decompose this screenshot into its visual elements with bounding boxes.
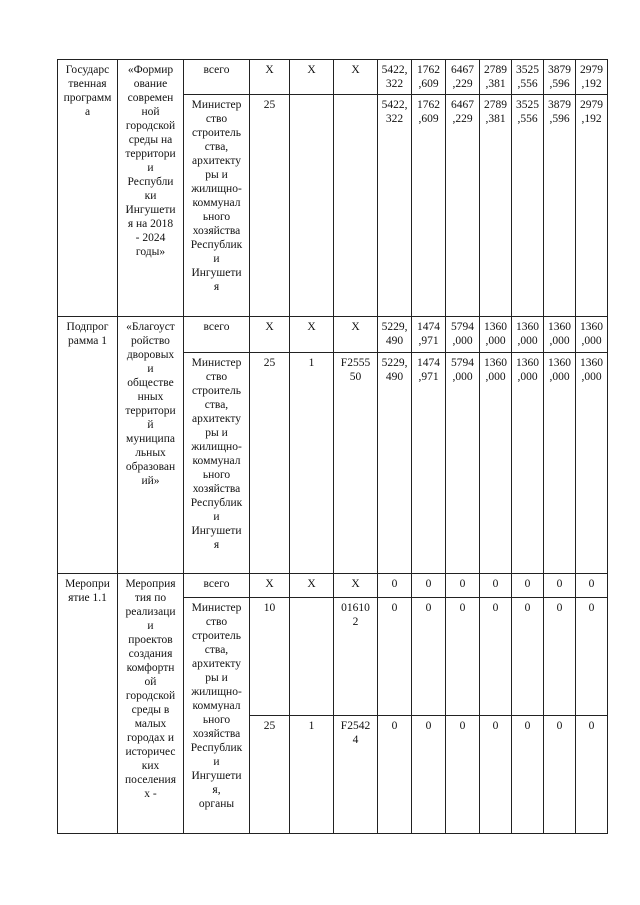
value-cell: 5229, 490 bbox=[378, 317, 412, 353]
value-cell: 5794 ,000 bbox=[446, 353, 480, 574]
table-row bbox=[58, 317, 608, 353]
value-cell: 0 bbox=[446, 598, 480, 716]
value-cell: 6467 ,229 bbox=[446, 60, 480, 95]
csr-cell: Х bbox=[334, 317, 378, 353]
value-cell: 0 bbox=[378, 716, 412, 834]
value-cell: 3879 ,596 bbox=[544, 95, 576, 317]
value-cell: 3879 ,596 bbox=[544, 60, 576, 95]
value-cell: 2979 ,192 bbox=[576, 60, 608, 95]
budget-table bbox=[57, 59, 608, 834]
rzpr-cell: Х bbox=[290, 60, 334, 95]
csr-cell: 01610 2 bbox=[334, 598, 378, 716]
value-cell: 5794 ,000 bbox=[446, 317, 480, 353]
csr-cell: F2555 50 bbox=[334, 353, 378, 574]
table-row bbox=[58, 574, 608, 598]
csr-cell: Х bbox=[334, 574, 378, 598]
value-cell: 1360 ,000 bbox=[544, 317, 576, 353]
executor-cell: Министер ство строитель ства, архитекту ры и жилищно- коммунал ьного хозяйства Республик и Ингушети я, органы bbox=[184, 598, 250, 834]
value-cell: 0 bbox=[576, 574, 608, 598]
value-cell: 0 bbox=[512, 598, 544, 716]
value-cell: 0 bbox=[378, 574, 412, 598]
value-cell: 1360 ,000 bbox=[480, 353, 512, 574]
value-cell: 5422, 322 bbox=[378, 60, 412, 95]
executor-cell: всего bbox=[184, 317, 250, 353]
status-cell: Подпрог рамма 1 bbox=[58, 317, 118, 574]
rzpr-cell bbox=[290, 95, 334, 317]
value-cell: 1360 ,000 bbox=[512, 317, 544, 353]
program-name-cell: «Благоуст ройство дворовых и обществе нных территори й муниципа льных образован ий» bbox=[118, 317, 184, 574]
value-cell: 0 bbox=[412, 574, 446, 598]
rzpr-cell: 1 bbox=[290, 716, 334, 834]
table-row bbox=[58, 60, 608, 95]
value-cell: 2789 ,381 bbox=[480, 60, 512, 95]
value-cell: 0 bbox=[512, 574, 544, 598]
rzpr-cell: Х bbox=[290, 317, 334, 353]
value-cell: 0 bbox=[576, 716, 608, 834]
value-cell: 0 bbox=[480, 598, 512, 716]
value-cell: 3525 ,556 bbox=[512, 95, 544, 317]
value-cell: 1762 ,609 bbox=[412, 60, 446, 95]
value-cell: 0 bbox=[480, 716, 512, 834]
value-cell: 6467 ,229 bbox=[446, 95, 480, 317]
executor-cell: Министер ство строитель ства, архитекту ры и жилищно- коммунал ьного хозяйства Республик и Ингушети я bbox=[184, 95, 250, 317]
value-cell: 0 bbox=[480, 574, 512, 598]
value-cell: 5422, 322 bbox=[378, 95, 412, 317]
value-cell: 0 bbox=[378, 598, 412, 716]
value-cell: 1360 ,000 bbox=[576, 353, 608, 574]
rzpr-cell: Х bbox=[290, 574, 334, 598]
value-cell: 0 bbox=[544, 574, 576, 598]
grbs-cell: 25 bbox=[250, 95, 290, 317]
grbs-cell: Х bbox=[250, 60, 290, 95]
status-cell: Меропри ятие 1.1 bbox=[58, 574, 118, 834]
value-cell: 1474 ,971 bbox=[412, 353, 446, 574]
value-cell: 1762 ,609 bbox=[412, 95, 446, 317]
value-cell: 0 bbox=[446, 574, 480, 598]
executor-cell: всего bbox=[184, 60, 250, 95]
status-cell: Государс твенная программ а bbox=[58, 60, 118, 317]
value-cell: 2979 ,192 bbox=[576, 95, 608, 317]
value-cell: 1360 ,000 bbox=[544, 353, 576, 574]
value-cell: 0 bbox=[544, 598, 576, 716]
value-cell: 1360 ,000 bbox=[480, 317, 512, 353]
value-cell: 0 bbox=[576, 598, 608, 716]
value-cell: 1360 ,000 bbox=[512, 353, 544, 574]
csr-cell bbox=[334, 95, 378, 317]
grbs-cell: Х bbox=[250, 574, 290, 598]
value-cell: 0 bbox=[412, 598, 446, 716]
value-cell: 1360 ,000 bbox=[576, 317, 608, 353]
value-cell: 5229, 490 bbox=[378, 353, 412, 574]
executor-cell: Министер ство строитель ства, архитекту ры и жилищно- коммунал ьного хозяйства Республик и Ингушети я bbox=[184, 353, 250, 574]
value-cell: 3525 ,556 bbox=[512, 60, 544, 95]
grbs-cell: 10 bbox=[250, 598, 290, 716]
grbs-cell: 25 bbox=[250, 353, 290, 574]
csr-cell: Х bbox=[334, 60, 378, 95]
grbs-cell: 25 bbox=[250, 716, 290, 834]
value-cell: 0 bbox=[512, 716, 544, 834]
executor-cell: всего bbox=[184, 574, 250, 598]
program-name-cell: «Формир ование современ ной городской среды на территори и Республи ки Ингушети я на 2018 - 2024 годы» bbox=[118, 60, 184, 317]
value-cell: 0 bbox=[412, 716, 446, 834]
value-cell: 0 bbox=[446, 716, 480, 834]
program-name-cell: Мероприя тия по реализаци и проектов создания комфортн ой городской среды в малых городах и историчес ких поселения х - bbox=[118, 574, 184, 834]
value-cell: 1474 ,971 bbox=[412, 317, 446, 353]
value-cell: 0 bbox=[544, 716, 576, 834]
rzpr-cell bbox=[290, 598, 334, 716]
grbs-cell: Х bbox=[250, 317, 290, 353]
rzpr-cell: 1 bbox=[290, 353, 334, 574]
value-cell: 2789 ,381 bbox=[480, 95, 512, 317]
csr-cell: F2542 4 bbox=[334, 716, 378, 834]
